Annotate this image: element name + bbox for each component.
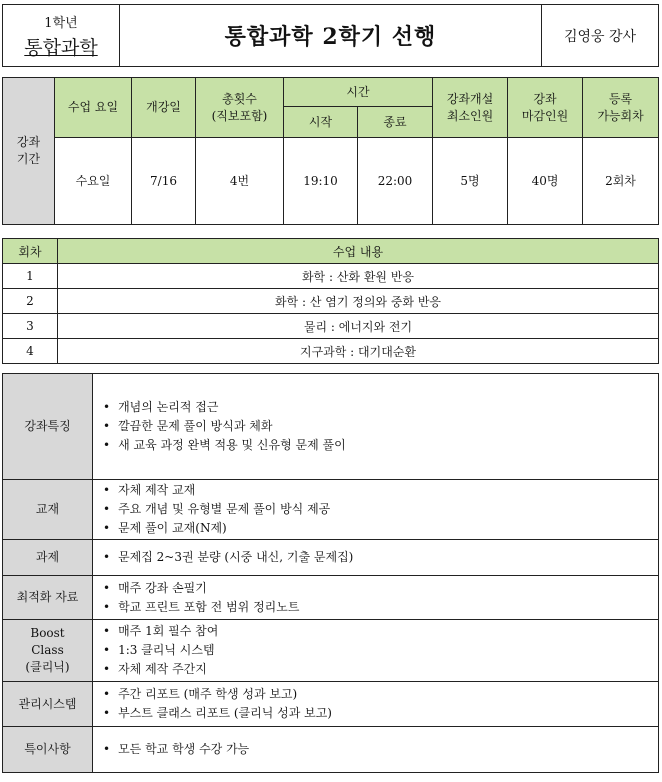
feature-content (93, 576, 659, 620)
feature-content (93, 620, 659, 682)
feature-content (93, 540, 659, 576)
header-table (2, 4, 659, 67)
value-max-enroll: 40명 (508, 138, 583, 225)
value-start-date: 7/16 (132, 138, 196, 225)
schedule-table (2, 77, 659, 225)
feature-label: 교재 (3, 480, 93, 540)
feature-label: Boost Class (클리닉) (3, 620, 93, 682)
list-item: • 깔끔한 문제 풀이 방식과 체화 (103, 417, 658, 436)
table-row (3, 264, 659, 289)
sessions-header-content: 수업 내용 (58, 239, 659, 264)
session-content: 화학 : 산화 환원 반응 (58, 264, 659, 289)
value-time-end: 22:00 (358, 138, 433, 225)
list-item: • 매주 강좌 손필기 (103, 579, 658, 598)
session-content: 물리 : 에너지와 전기 (58, 314, 659, 339)
subject-label: 통합과학 (24, 36, 98, 59)
feature-content (93, 480, 659, 540)
header-day: 수업 요일 (55, 78, 132, 138)
feature-row-materials (3, 576, 659, 620)
feature-label: 관리시스템 (3, 682, 93, 727)
feature-list (103, 398, 658, 455)
list-item: • 매주 1회 필수 참여 (103, 622, 658, 641)
session-content: 지구과학 : 대기대순환 (58, 339, 659, 364)
value-day: 수요일 (55, 138, 132, 225)
feature-label: 과제 (3, 540, 93, 576)
feature-label: 최적화 자료 (3, 576, 93, 620)
feature-content (93, 374, 659, 480)
sessions-header-num: 회차 (3, 239, 58, 264)
feature-list (103, 740, 658, 759)
feature-list (103, 548, 658, 567)
list-item: • 문제집 2~3권 분량 (시중 내신, 기출 문제집) (103, 548, 658, 567)
session-num: 4 (3, 339, 58, 364)
list-item: • 개념의 논리적 접근 (103, 398, 658, 417)
list-item: • 주요 개념 및 유형별 문제 풀이 방식 제공 (103, 500, 658, 519)
feature-row-homework (3, 540, 659, 576)
teacher-cell (542, 5, 659, 67)
list-item: • 주간 리포트 (매주 학생 성과 보고) (103, 685, 658, 704)
session-content: 화학 : 산 염기 정의와 중화 반응 (58, 289, 659, 314)
list-item: • 자체 제작 주간지 (103, 660, 658, 679)
sessions-table (2, 238, 659, 364)
list-item: • 자체 제작 교재 (103, 481, 658, 500)
session-num: 2 (3, 289, 58, 314)
list-item: • 모든 학교 학생 수강 가능 (103, 740, 658, 759)
header-start-date: 개강일 (132, 78, 196, 138)
header-time-end: 종료 (358, 107, 433, 138)
schedule-side-text: 강좌 기간 (16, 135, 41, 166)
header-time-start: 시작 (284, 107, 358, 138)
table-row (3, 289, 659, 314)
features-table (2, 373, 659, 773)
schedule-side-label (3, 78, 55, 225)
value-min-enroll: 5명 (433, 138, 508, 225)
feature-list (103, 481, 658, 538)
feature-label: 특이사항 (3, 727, 93, 773)
header-time: 시간 (284, 78, 433, 107)
value-registrable: 2회차 (583, 138, 659, 225)
table-row (3, 339, 659, 364)
grade-subject-cell (3, 5, 120, 67)
feature-label: 강좌특징 (3, 374, 93, 480)
list-item: • 부스트 클래스 리포트 (클리닉 성과 보고) (103, 704, 658, 723)
header-max-enroll: 강좌 마감인원 (508, 78, 583, 138)
value-total-sessions: 4번 (196, 138, 284, 225)
list-item: • 문제 풀이 교재(N제) (103, 519, 658, 538)
session-num: 1 (3, 264, 58, 289)
course-title: 통합과학 2학기 선행 (224, 24, 437, 50)
teacher-name: 김영웅 강사 (563, 28, 637, 45)
header-total-sessions: 총횟수 (직보포함) (196, 78, 284, 138)
value-time-start: 19:10 (284, 138, 358, 225)
list-item: • 학교 프린트 포함 전 범위 정리노트 (103, 598, 658, 617)
feature-content (93, 727, 659, 773)
header-min-enroll: 강좌개설 최소인원 (433, 78, 508, 138)
list-item: • 새 교육 과정 완벽 적용 및 신유형 문제 풀이 (103, 436, 658, 455)
feature-row-notes (3, 727, 659, 773)
feature-row-boost-class (3, 620, 659, 682)
table-row (3, 314, 659, 339)
feature-row-textbook (3, 480, 659, 540)
list-item: • 1:3 클리닉 시스템 (103, 641, 658, 660)
header-registrable: 등록 가능회차 (583, 78, 659, 138)
session-num: 3 (3, 314, 58, 339)
feature-content (93, 682, 659, 727)
feature-list (103, 579, 658, 617)
grade-label: 1학년 (44, 15, 78, 31)
feature-list (103, 685, 658, 723)
course-title-cell (120, 5, 542, 67)
feature-list (103, 622, 658, 679)
feature-row-management (3, 682, 659, 727)
feature-row-characteristics (3, 374, 659, 480)
